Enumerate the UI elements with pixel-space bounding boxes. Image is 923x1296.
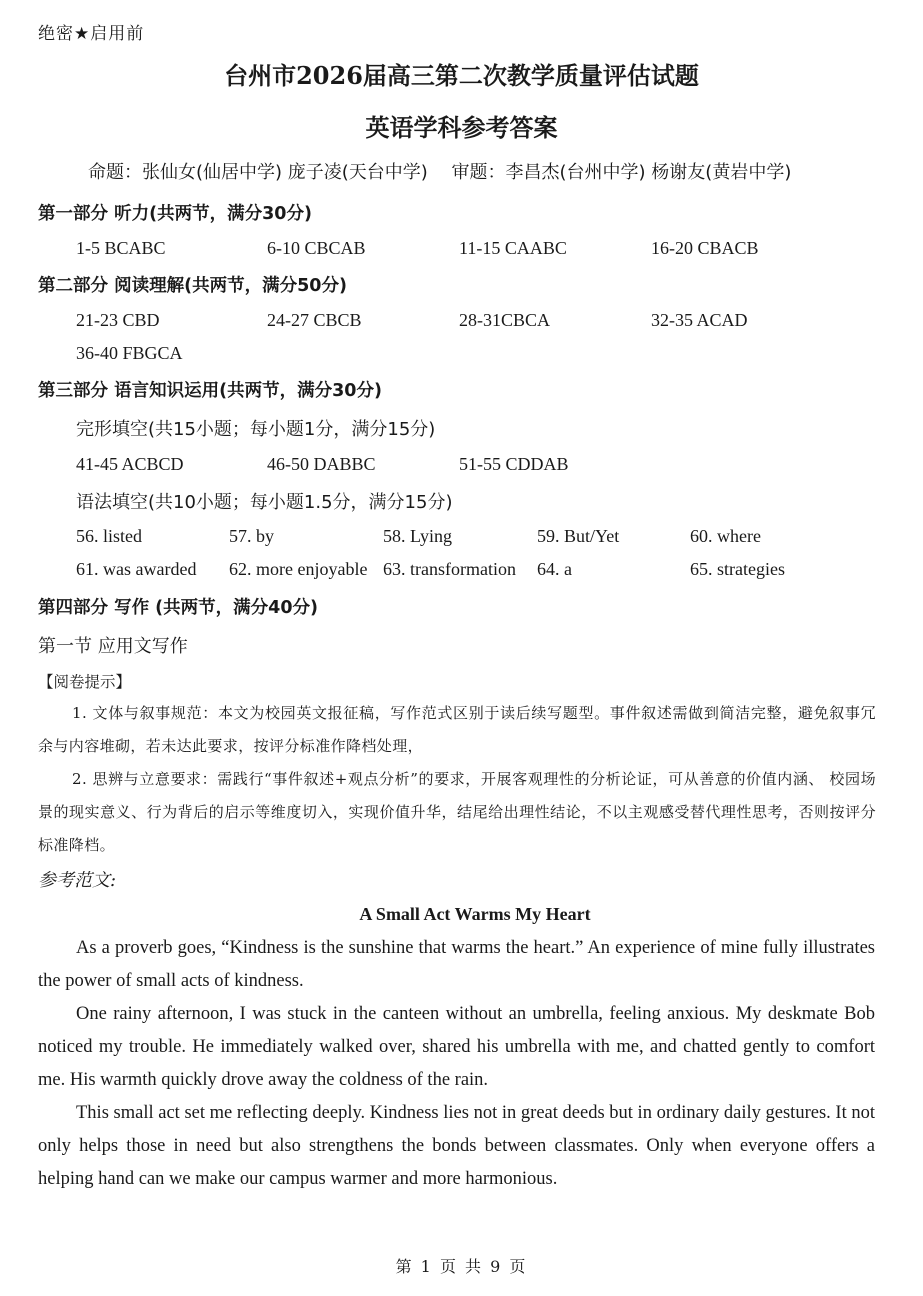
- grammar-answer: 56. listed: [76, 526, 142, 546]
- marking-hints: [38, 697, 876, 862]
- exam-title: 台州市2026届高三第二次教学质量评估试题: [224, 61, 699, 90]
- reference-essay: [38, 932, 875, 1196]
- section1-label: 第一节 应用文写作: [38, 636, 188, 657]
- answer-group: 16-20 CBACB: [651, 238, 759, 258]
- grammar-answer: 60. where: [690, 526, 761, 546]
- part4-heading: 第四部分 写作 (共两节，满分40分): [38, 598, 319, 618]
- answer-group: 24-27 CBCB: [267, 310, 362, 330]
- essay-paragraph: As a proverb goes, “Kindness is the sunshine that warms the heart.” An experience of mine fully illustrates the power of small acts of kindness.: [38, 938, 875, 991]
- grammar-label: 语法填空(共10小题；每小题1.5分，满分15分): [76, 492, 453, 513]
- marking-hint-label: 【阅卷提示】: [38, 673, 132, 691]
- answer-group: 41-45 ACBCD: [76, 454, 184, 474]
- answer-group: 28-31CBCA: [459, 310, 551, 330]
- grammar-answer: 64. a: [537, 559, 572, 579]
- answer-key-title: 英语学科参考答案: [365, 113, 558, 142]
- essay-paragraph: This small act set me reflecting deeply. Kindness lies not in great deeds but in ordinary daily gestures. It not only helps those in need but also strengthens the bonds between classmates. Only when everyone offers a helping hand can we make our campus warmer and more harmonious.: [38, 1103, 875, 1189]
- grammar-answer: 58. Lying: [383, 526, 453, 546]
- reference-essay-label: 参考范文:: [38, 870, 117, 891]
- confidential-mark: 绝密★启用前: [38, 24, 145, 44]
- answer-group: 51-55 CDDAB: [459, 454, 569, 474]
- part2-heading: 第二部分 阅读理解(共两节，满分50分): [38, 276, 347, 296]
- answer-group: 1-5 BCABC: [76, 238, 166, 258]
- authors-line: 命题：张仙女(仙居中学) 庞子凌(天台中学) 审题：李昌杰(台州中学) 杨谢友(黄岩中学): [88, 162, 792, 183]
- answer-group: 21-23 CBD: [76, 310, 160, 330]
- grammar-answer: 59. But/Yet: [537, 526, 620, 546]
- answer-group: 32-35 ACAD: [651, 310, 748, 330]
- grammar-answer: 62. more enjoyable: [229, 559, 368, 579]
- cloze-label: 完形填空(共15小题；每小题1分，满分15分): [76, 419, 436, 440]
- answer-group: 36-40 FBGCA: [76, 343, 183, 363]
- page-number: 第 1 页 共 9 页: [395, 1257, 528, 1276]
- grammar-answer: 63. transformation: [383, 559, 516, 579]
- answer-group: 46-50 DABBC: [267, 454, 376, 474]
- answer-group: 11-15 CAABC: [459, 238, 567, 258]
- essay-title: A Small Act Warms My Heart: [359, 904, 591, 924]
- marking-hint-1: 1. 文体与叙事规范：本文为校园英文报征稿，写作范式区别于读后续写题型。事件叙述需做到简洁完整，避免叙事冗余与内容堆砌，若未达此要求，按评分标准作降档处理，: [38, 704, 876, 755]
- marking-hint-2: 2. 思辨与立意要求：需践行“事件叙述+观点分析”的要求，开展客观理性的分析论证，可从善意的价值内涵、 校园场景的现实意义、行为背后的启示等维度切入，实现价值升华，结尾给出理性结论，不以主观感受替代理性思考，否则按评分标准降档。: [38, 770, 876, 854]
- part3-heading: 第三部分 语言知识运用(共两节，满分30分): [38, 381, 382, 401]
- answer-group: 6-10 CBCAB: [267, 238, 366, 258]
- grammar-answer: 57. by: [229, 526, 274, 546]
- part1-heading: 第一部分 听力(共两节，满分30分): [38, 204, 312, 224]
- essay-paragraph: One rainy afternoon, I was stuck in the canteen without an umbrella, feeling anxious. My deskmate Bob noticed my trouble. He immediately walked over, shared his umbrella with me, and chatted gently to comfort me. His warmth quickly drove away the coldness of the rain.: [38, 1004, 875, 1090]
- grammar-answer: 65. strategies: [690, 559, 785, 579]
- grammar-answer: 61. was awarded: [76, 559, 197, 579]
